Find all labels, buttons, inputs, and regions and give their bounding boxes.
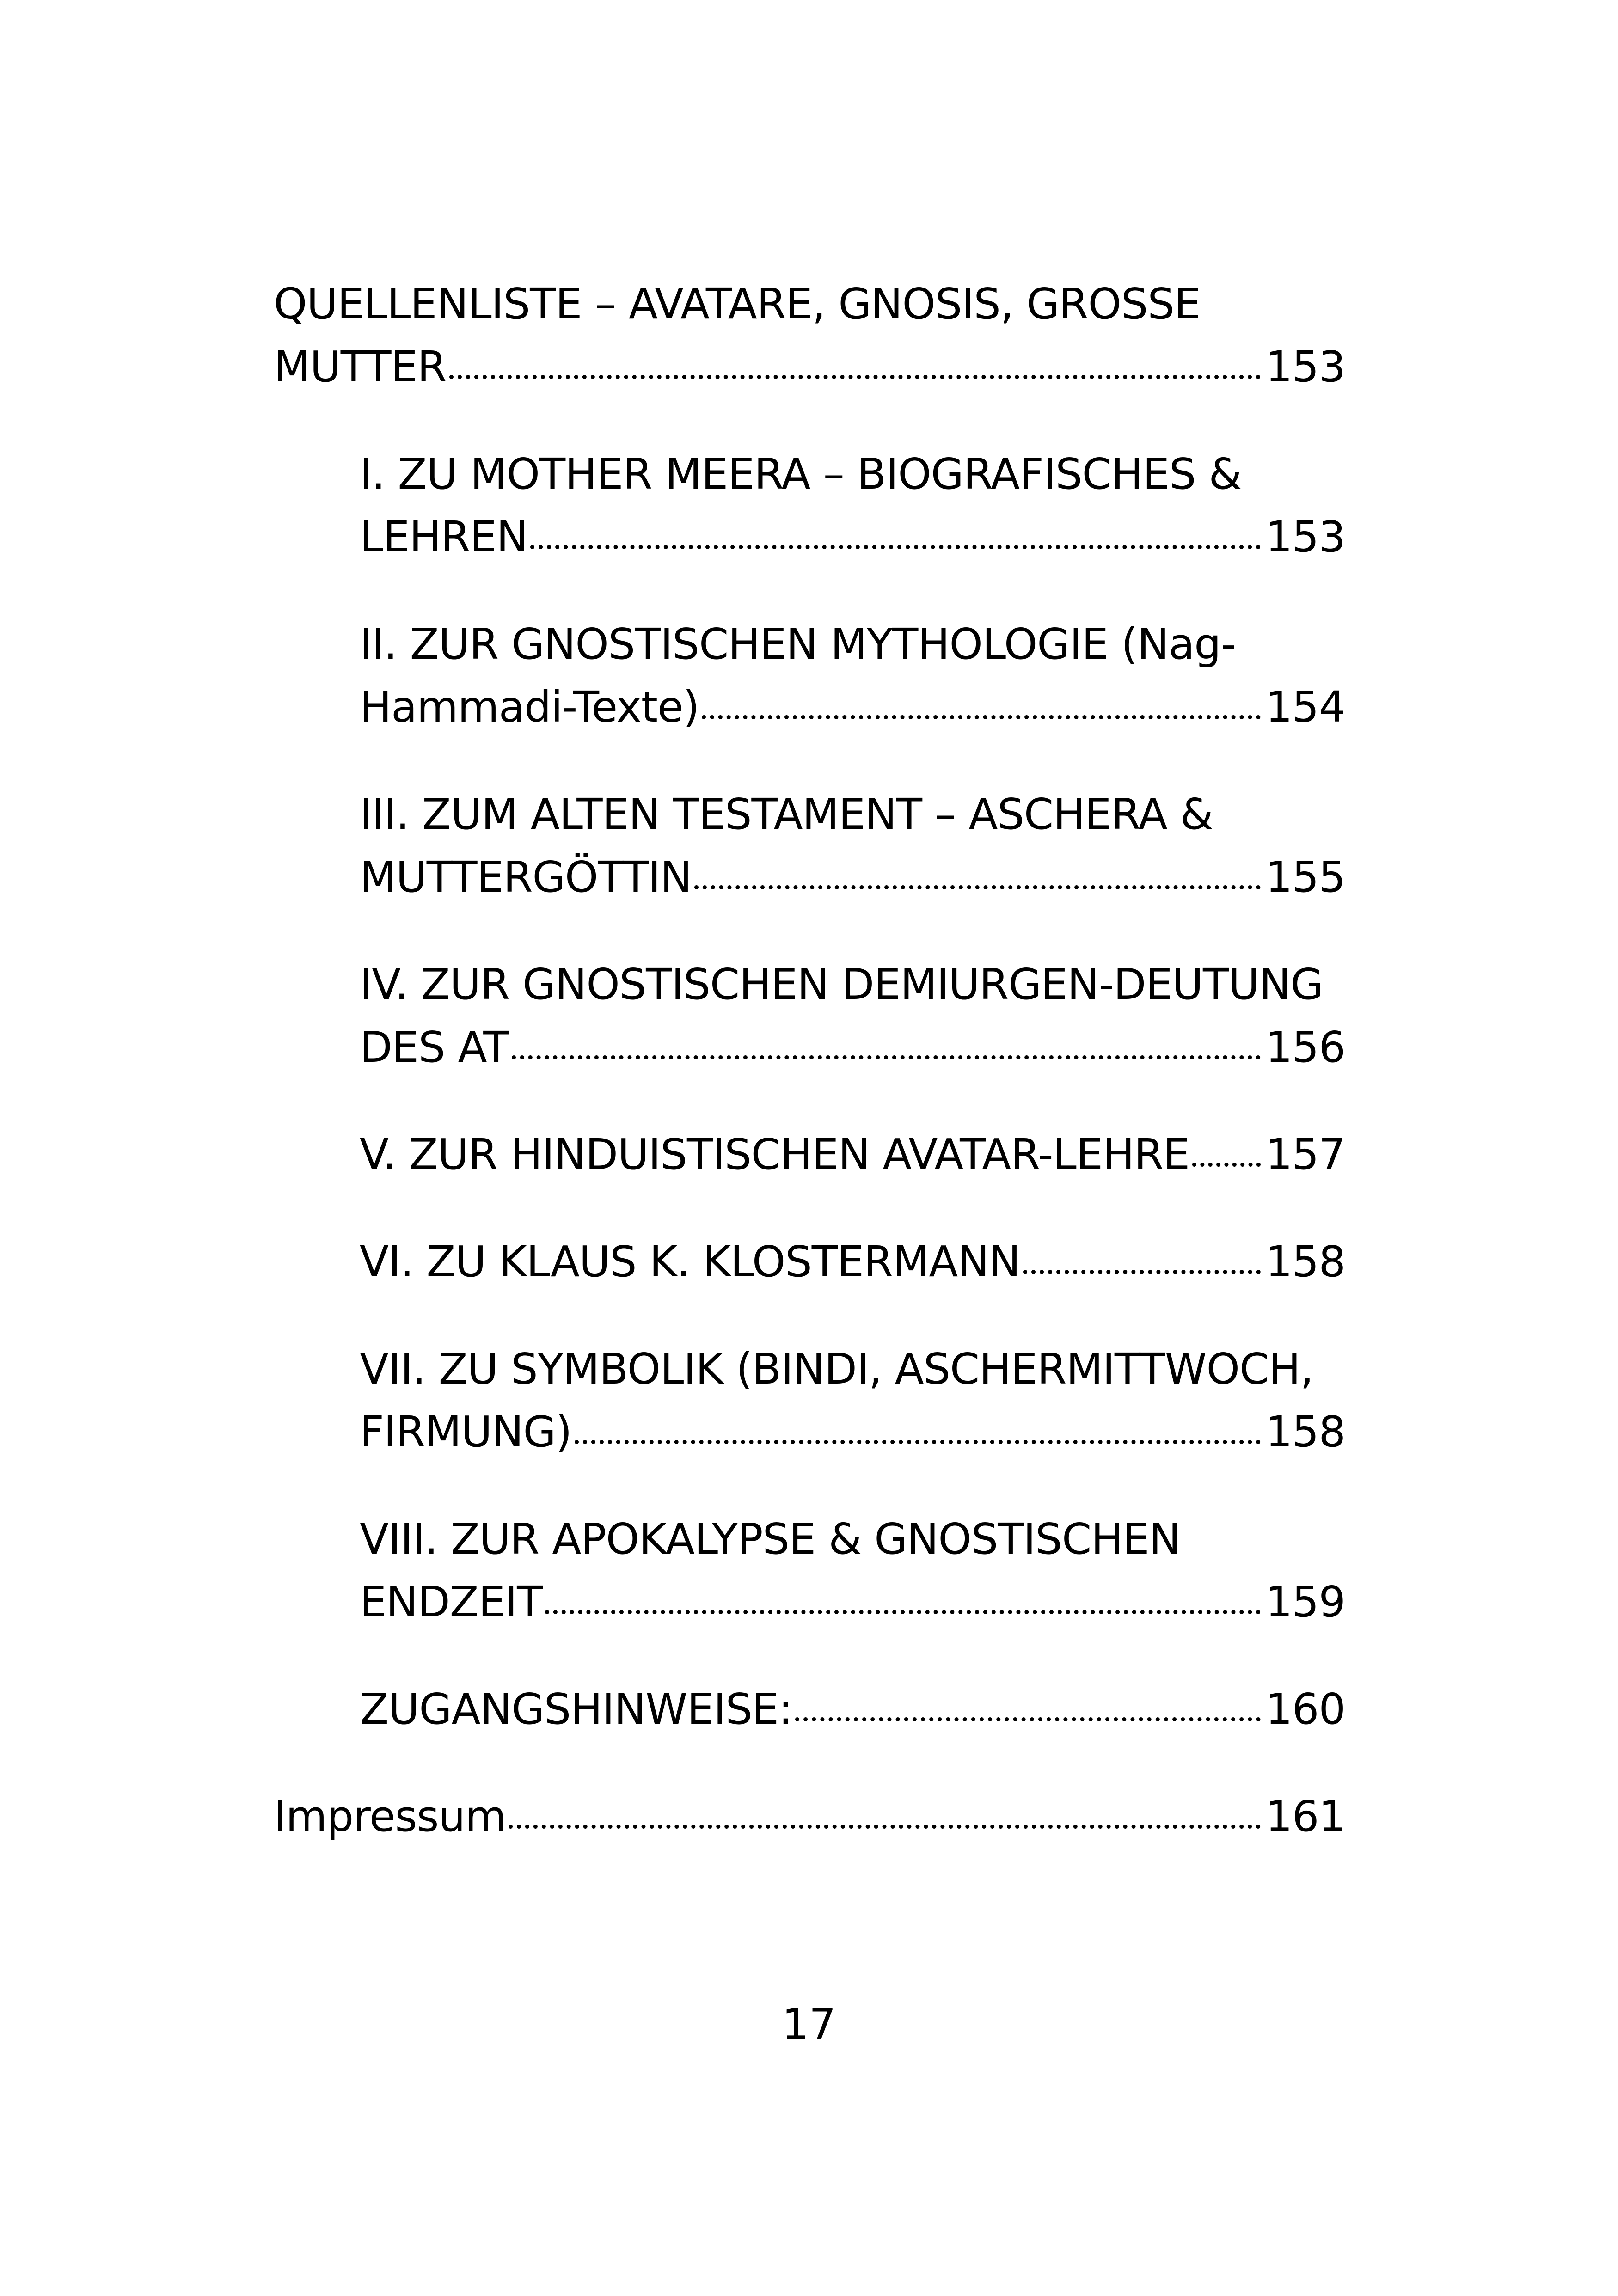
toc-entry-title-line: I. ZU MOTHER MEERA – BIOGRAFISCHES & (360, 449, 1242, 499)
toc-entry-last-line (360, 1401, 1345, 1463)
dot-leader (575, 1404, 1261, 1446)
dot-leader (545, 1574, 1261, 1616)
dot-leader (509, 1788, 1261, 1831)
toc-entry-page-number: 161 (1265, 1792, 1345, 1841)
toc-entry-page-number: 158 (1265, 1407, 1345, 1457)
toc-entry-title-end: ZUGANGSHINWEISE: (360, 1684, 792, 1734)
toc-entry-page-number: 160 (1265, 1684, 1345, 1734)
toc-entry-avatar-lehre[interactable] (360, 1123, 1345, 1186)
toc-entry-last-line (360, 1123, 1345, 1186)
dot-leader (449, 339, 1261, 381)
toc-entry-klostermann[interactable] (360, 1231, 1345, 1293)
toc-entry-symbolik[interactable] (360, 1338, 1345, 1463)
toc-entry-apokalypse[interactable] (360, 1508, 1345, 1634)
toc-entry-title-line: II. ZUR GNOSTISCHEN MYTHOLOGIE (Nag- (360, 619, 1236, 669)
toc-entry-title-line: QUELLENLISTE – AVATARE, GNOSIS, GROSSE (274, 279, 1201, 329)
toc-entry-page-number: 157 (1265, 1130, 1345, 1179)
toc-entry-gnostische-mythologie[interactable] (360, 613, 1345, 739)
toc-entry-last-line (360, 1678, 1345, 1741)
page-number: 17 (782, 2000, 836, 2049)
toc-entry-title-end: Impressum (274, 1792, 506, 1841)
toc-entry-title-line: III. ZUM ALTEN TESTAMENT – ASCHERA & (360, 790, 1213, 839)
dot-leader (1192, 1127, 1261, 1169)
toc-entry-title-end: V. ZUR HINDUISTISCHEN AVATAR-LEHRE (360, 1130, 1190, 1179)
toc-entry-page-number: 158 (1265, 1237, 1345, 1286)
table-of-contents (274, 273, 1345, 1848)
dot-leader (702, 679, 1261, 722)
toc-entry-last-line (360, 1231, 1345, 1293)
toc-entry-title-end: DES AT (360, 1022, 509, 1072)
toc-entry-title-line: VII. ZU SYMBOLIK (BINDI, ASCHERMITTWOCH, (360, 1344, 1313, 1394)
toc-entry-title-end: MUTTER (274, 342, 447, 392)
dot-leader (530, 509, 1261, 551)
dot-leader (1023, 1234, 1261, 1276)
toc-entry-impressum[interactable] (274, 1785, 1345, 1848)
toc-entry-title-line: IV. ZUR GNOSTISCHEN DEMIURGEN-DEUTUNG (360, 960, 1323, 1009)
toc-entry-last-line (360, 1016, 1345, 1079)
toc-entry-mother-meera[interactable] (360, 443, 1345, 569)
toc-entry-page-number: 159 (1265, 1577, 1345, 1627)
toc-entry-last-line (274, 1785, 1345, 1848)
toc-entry-last-line (360, 506, 1345, 569)
toc-entry-last-line (360, 676, 1345, 739)
toc-entry-title-end: MUTTERGÖTTIN (360, 852, 692, 902)
toc-entry-page-number: 154 (1265, 682, 1345, 732)
dot-leader (795, 1681, 1261, 1724)
toc-entry-title-end: LEHREN (360, 512, 528, 562)
toc-entry-zugangshinweise[interactable] (360, 1678, 1345, 1741)
toc-entry-page-number: 153 (1265, 342, 1345, 392)
dot-leader (512, 1019, 1261, 1062)
toc-entry-title-end: VI. ZU KLAUS K. KLOSTERMANN (360, 1237, 1020, 1286)
toc-entry-title-end: ENDZEIT (360, 1577, 543, 1627)
toc-entry-last-line (360, 846, 1345, 909)
toc-entry-last-line (360, 1571, 1345, 1634)
toc-entry-title-end: Hammadi-Texte) (360, 682, 699, 732)
toc-entry-demiurgen-deutung[interactable] (360, 953, 1345, 1079)
toc-entry-altes-testament[interactable] (360, 783, 1345, 909)
dot-leader (694, 849, 1261, 892)
toc-entry-page-number: 155 (1265, 852, 1345, 902)
toc-entry-title-line: VIII. ZUR APOKALYPSE & GNOSTISCHEN (360, 1514, 1181, 1564)
toc-entry-page-number: 153 (1265, 512, 1345, 562)
toc-entry-quellenliste[interactable] (274, 273, 1345, 398)
toc-entry-page-number: 156 (1265, 1022, 1345, 1072)
toc-entry-title-end: FIRMUNG) (360, 1407, 572, 1457)
toc-entry-last-line (274, 336, 1345, 398)
